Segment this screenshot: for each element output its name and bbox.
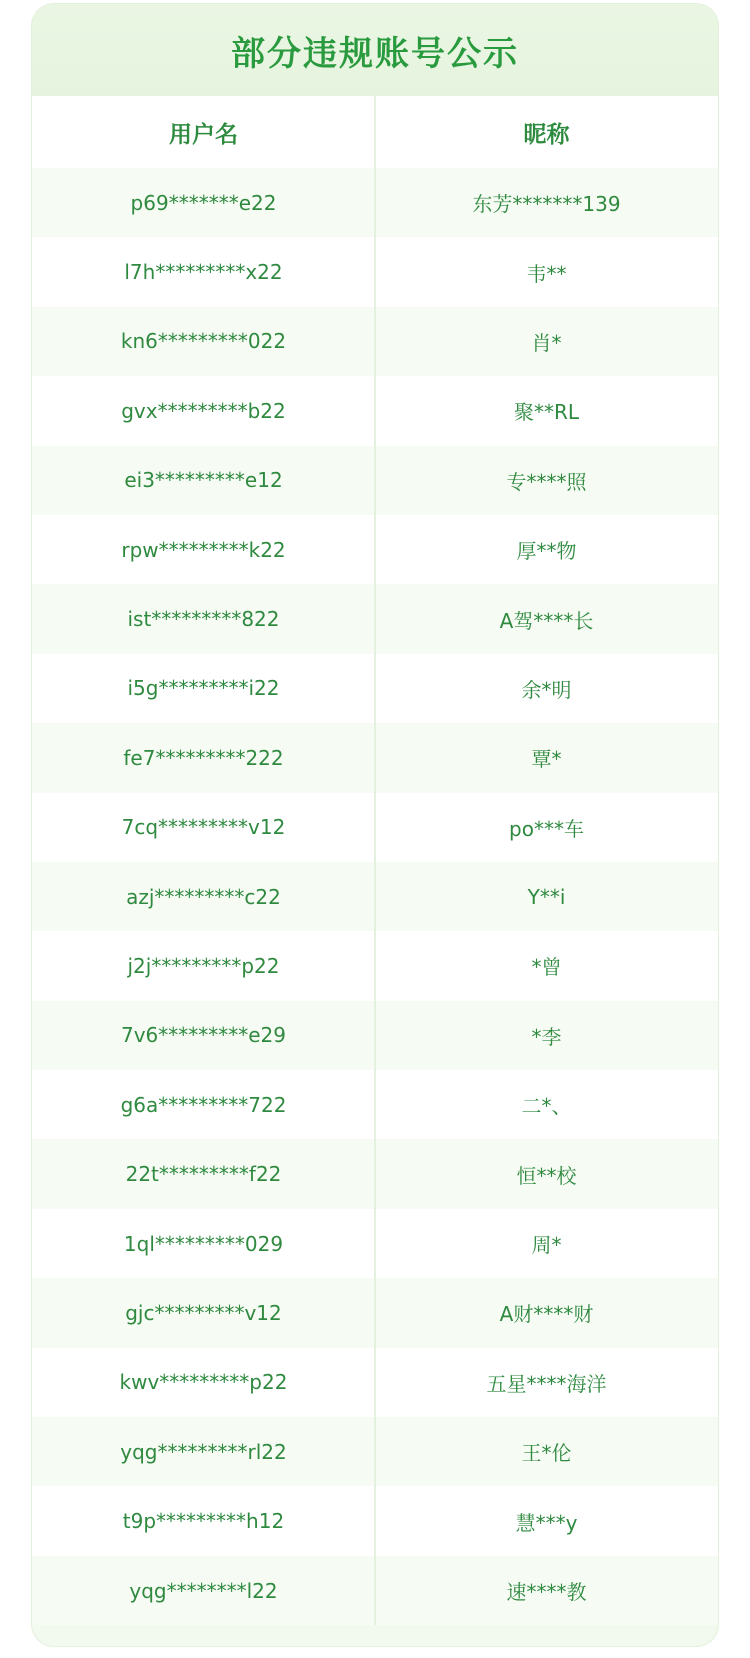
nickname-cell: 速****教 xyxy=(506,1580,587,1604)
nickname-cell: 覃* xyxy=(531,747,562,772)
username-cell: ist*********822 xyxy=(127,607,280,632)
username-cell: p69*******e22 xyxy=(130,190,277,215)
username-cell: j2j*********p22 xyxy=(127,953,280,978)
nickname-cell: 周* xyxy=(531,1233,562,1258)
username-cell: g6a*********722 xyxy=(120,1092,287,1117)
username-cell: 7cq*********v12 xyxy=(121,815,286,840)
nickname-cell: po***车 xyxy=(509,816,584,841)
username-cell: yqg*********rl22 xyxy=(120,1439,287,1464)
column-header-nickname: 昵称 xyxy=(523,121,570,148)
username-cell: kwv*********p22 xyxy=(119,1370,288,1395)
nickname-cell: *李 xyxy=(531,1024,562,1049)
nickname-cell: A财****财 xyxy=(499,1302,594,1327)
violation-notice-card xyxy=(32,4,718,1646)
nickname-cell: 王*伦 xyxy=(521,1441,572,1466)
username-cell: 7v6*********e29 xyxy=(120,1023,287,1048)
username-cell: 1ql*********029 xyxy=(123,1231,284,1256)
nickname-cell: 厚**物 xyxy=(516,539,577,564)
nickname-cell: 五星****海洋 xyxy=(486,1371,607,1396)
username-cell: gvx*********b22 xyxy=(121,398,286,423)
column-divider xyxy=(374,96,376,1625)
username-cell: gjc*********v12 xyxy=(125,1300,282,1325)
username-cell: azj*********c22 xyxy=(126,884,281,909)
username-cell: t9p*********h12 xyxy=(122,1509,285,1534)
username-cell: yqg********l22 xyxy=(129,1578,278,1603)
page-title: 部分违规账号公示 xyxy=(231,33,519,74)
username-cell: ei3*********e12 xyxy=(124,468,283,493)
nickname-cell: 韦** xyxy=(526,261,567,286)
nickname-cell: *曾 xyxy=(531,955,562,980)
nickname-cell: 二*、 xyxy=(521,1094,572,1119)
username-cell: rpw*********k22 xyxy=(121,537,286,562)
nickname-cell: 聚**RL xyxy=(513,400,580,425)
title-bar xyxy=(32,4,718,96)
username-cell: i5g*********i22 xyxy=(127,676,280,701)
nickname-cell: 恒**校 xyxy=(516,1163,577,1188)
username-cell: 22t*********f22 xyxy=(125,1162,282,1187)
nickname-cell: 专****照 xyxy=(506,469,587,494)
column-header-username: 用户名 xyxy=(169,121,238,148)
nickname-cell: 肖* xyxy=(531,330,562,355)
accounts-table xyxy=(32,96,718,1625)
username-cell: fe7*********222 xyxy=(123,745,284,770)
username-cell: l7h*********x22 xyxy=(124,260,283,285)
nickname-cell: 慧***y xyxy=(515,1510,578,1535)
nickname-cell: 东芳*******139 xyxy=(472,192,621,217)
nickname-cell: 余*明 xyxy=(521,677,572,702)
username-cell: kn6*********022 xyxy=(120,329,287,354)
nickname-cell: A驾****长 xyxy=(499,608,594,633)
nickname-cell: Y**i xyxy=(527,884,566,909)
